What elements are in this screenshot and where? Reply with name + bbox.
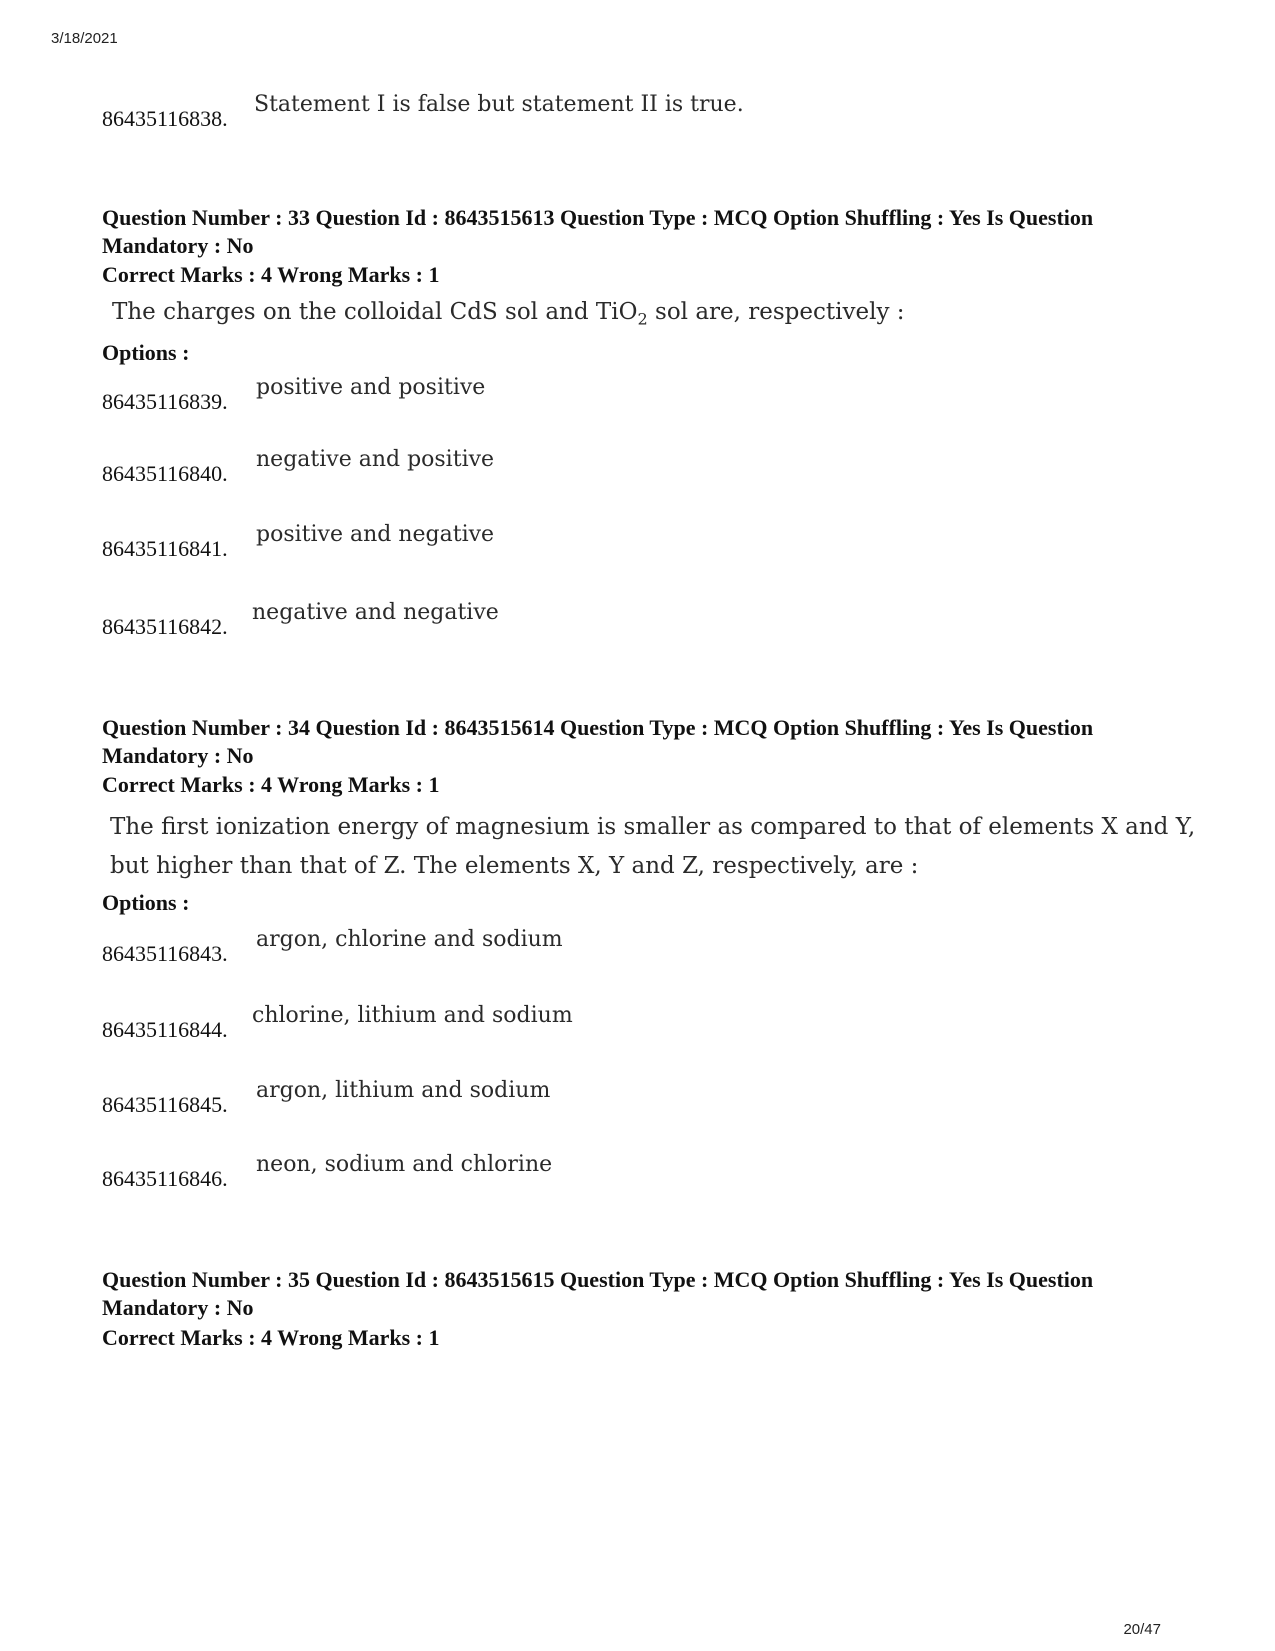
question-33-options-label: Options : <box>102 340 190 365</box>
option-text: chlorine, lithium and sodium <box>252 1003 573 1028</box>
option-id: 86435116839. <box>102 389 228 414</box>
print-date: 3/18/2021 <box>51 30 118 47</box>
option-id: 86435116846. <box>102 1166 228 1191</box>
option-text: negative and negative <box>252 600 499 625</box>
question-34-text <box>110 808 1195 886</box>
question-35-header: Question Number : 35 Question Id : 8643515615 Question Type : MCQ Option Shuffling : Yes Is Question Mandatory : No <box>102 1267 1094 1320</box>
option-text: positive and negative <box>256 522 495 547</box>
question-34-header: Question Number : 34 Question Id : 8643515614 Question Type : MCQ Option Shuffling : Yes Is Question Mandatory : No <box>102 715 1094 768</box>
question-33-marks: Correct Marks : 4 Wrong Marks : 1 <box>102 262 440 287</box>
question-34-text-line2: but higher than that of Z. The elements X, Y and Z, respectively, are : <box>110 853 919 879</box>
option-text: neon, sodium and chlorine <box>256 1152 553 1177</box>
question-34-options-label: Options : <box>102 890 190 915</box>
question-35-marks: Correct Marks : 4 Wrong Marks : 1 <box>102 1325 440 1350</box>
option-text: argon, chlorine and sodium <box>256 927 563 952</box>
question-33-text-post: sol are, respectively : <box>647 299 905 325</box>
question-34-marks: Correct Marks : 4 Wrong Marks : 1 <box>102 772 440 797</box>
option-id: 86435116842. <box>102 614 228 639</box>
option-id: 86435116838. <box>102 106 228 131</box>
question-33-text <box>112 293 905 339</box>
option-text: argon, lithium and sodium <box>256 1078 551 1103</box>
question-34-text-line1: The first ionization energy of magnesium is smaller as compared to that of elements X and Y, <box>110 814 1196 840</box>
option-text: negative and positive <box>256 447 495 472</box>
page-number: 20/47 <box>1123 1621 1161 1638</box>
option-id: 86435116844. <box>102 1017 228 1042</box>
question-33-header: Question Number : 33 Question Id : 8643515613 Question Type : MCQ Option Shuffling : Yes Is Question Mandatory : No <box>102 205 1094 258</box>
option-id: 86435116843. <box>102 941 228 966</box>
question-33-text-pre: The charges on the colloidal CdS sol and TiO <box>112 299 638 325</box>
option-id: 86435116840. <box>102 461 228 486</box>
option-id: 86435116845. <box>102 1092 228 1117</box>
question-33-text-sub: 2 <box>637 309 648 329</box>
option-text: Statement I is false but statement II is true. <box>254 92 744 117</box>
option-id: 86435116841. <box>102 536 228 561</box>
option-text: positive and positive <box>256 375 486 400</box>
